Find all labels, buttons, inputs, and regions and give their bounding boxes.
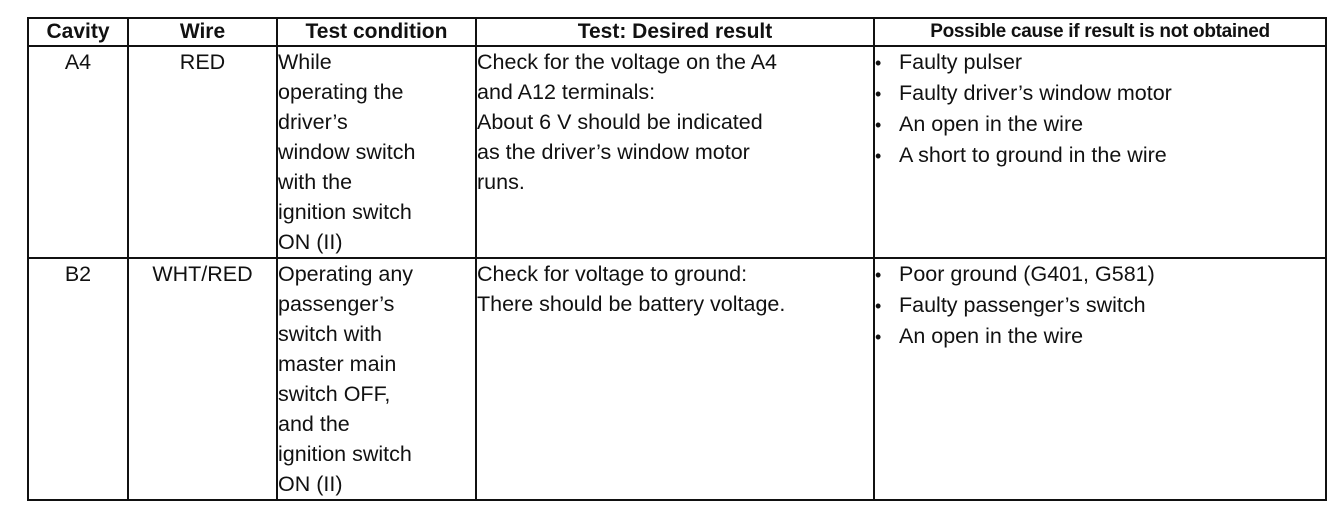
test-condition-line: and the (278, 412, 350, 436)
cause-text: A short to ground in the wire (899, 143, 1167, 167)
bullet-icon: • (875, 327, 882, 347)
cause-text: An open in the wire (899, 324, 1084, 348)
bullet-icon: • (875, 115, 882, 135)
test-condition-line: ignition switch (278, 200, 412, 224)
test-condition-line: ignition switch (278, 442, 412, 466)
header-desired-result: Test: Desired result (476, 18, 874, 46)
list-item (875, 78, 1325, 109)
test-condition-line: While (278, 50, 332, 74)
cause-text: Poor ground (G401, G581) (899, 262, 1155, 286)
test-condition-line: ON (II) (278, 230, 343, 254)
wire-cell: RED (128, 46, 277, 258)
list-item (875, 47, 1325, 78)
cause-text: Faulty passenger’s switch (899, 293, 1146, 317)
header-test-condition: Test condition (277, 18, 476, 46)
test-condition-line: ON (II) (278, 472, 343, 496)
test-condition-line: Operating any (278, 262, 414, 286)
desired-result-line: About 6 V should be indicated (477, 110, 763, 134)
cause-text: Faulty pulser (899, 50, 1023, 74)
desired-result-line: and A12 terminals: (477, 80, 656, 104)
test-condition-line: master main (278, 352, 397, 376)
possible-cause-cell (874, 258, 1326, 500)
test-condition-line: switch OFF, (278, 382, 391, 406)
list-item (875, 140, 1325, 171)
desired-result-line: as the driver’s window motor (477, 140, 750, 164)
cavity-cell: B2 (28, 258, 128, 500)
test-condition-line: driver’s (278, 110, 348, 134)
bullet-icon: • (875, 53, 882, 73)
list-item (875, 109, 1325, 140)
desired-result-cell (476, 46, 874, 258)
test-condition-cell (277, 46, 476, 258)
test-condition-line: operating the (278, 80, 404, 104)
table-row (28, 46, 1326, 258)
test-condition-line: with the (278, 170, 353, 194)
cause-text: An open in the wire (899, 112, 1084, 136)
test-condition-cell (277, 258, 476, 500)
desired-result-line: runs. (477, 170, 525, 194)
cause-text: Faulty driver’s window motor (899, 81, 1172, 105)
bullet-icon: • (875, 296, 882, 316)
header-possible-cause: Possible cause if result is not obtained (874, 18, 1326, 46)
troubleshooting-table (27, 17, 1327, 501)
bullet-icon: • (875, 146, 882, 166)
cause-list (875, 259, 1325, 352)
bullet-icon: • (875, 265, 882, 285)
test-condition-line: window switch (278, 140, 416, 164)
desired-result-line: Check for voltage to ground: (477, 262, 748, 286)
wire-cell: WHT/RED (128, 258, 277, 500)
header-row (28, 18, 1326, 46)
header-wire: Wire (128, 18, 277, 46)
bullet-icon: • (875, 84, 882, 104)
list-item (875, 259, 1325, 290)
list-item (875, 290, 1325, 321)
header-cavity: Cavity (28, 18, 128, 46)
cavity-cell: A4 (28, 46, 128, 258)
desired-result-line: There should be battery voltage. (477, 292, 786, 316)
desired-result-cell (476, 258, 874, 500)
test-condition-line: passenger’s (278, 292, 395, 316)
test-condition-line: switch with (278, 322, 382, 346)
cause-list (875, 47, 1325, 171)
possible-cause-cell (874, 46, 1326, 258)
table-row (28, 258, 1326, 500)
list-item (875, 321, 1325, 352)
desired-result-line: Check for the voltage on the A4 (477, 50, 778, 74)
